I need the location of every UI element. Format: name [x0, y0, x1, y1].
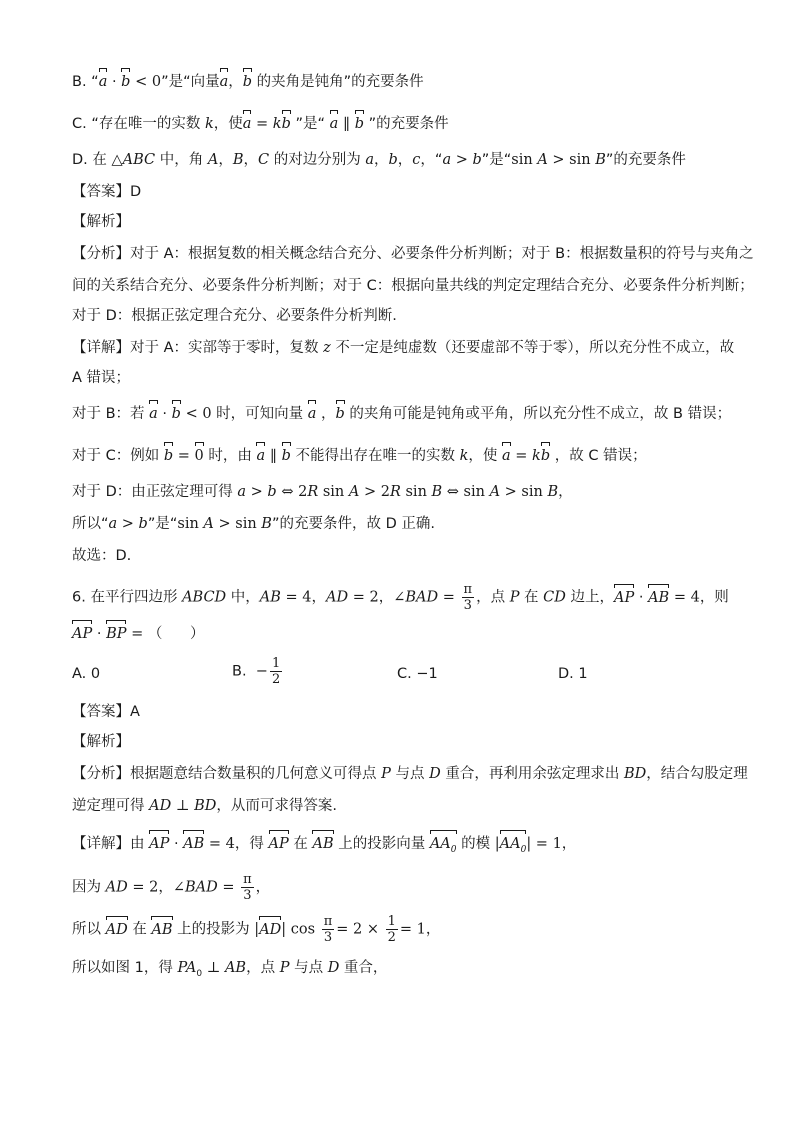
- figure-conclusion: 所以如图 1，得 $PA_0$ ⊥ AB，点 P 与点 D 重合，: [72, 960, 388, 979]
- detail-b: 对于 B：若 a · b < 0 时，可知向量 a ，b 的夹角可能是钝角或平角，所以充分性不成立，故 B 错误；: [72, 406, 732, 422]
- detail-text-2a: 【详解】由 AP · AB = 4，得 AP 在 AB 上的投影向量 $AA_0$ 的模 $|AA_0| = 1$，: [72, 834, 734, 860]
- analysis-text-1a: 【分析】对于 A：根据复数的相关概念结合充分、必要条件分析判断；对于 B：根据数量积的符号与夹角之: [72, 246, 754, 262]
- question-6-line-1: 6. 在平行四边形 ABCD 中，AB = 4，AD = 2，∠BAD = $\frac{\pi}{3}$ ，点 P 在 CD 边上，AP · AB = 4，则: [72, 582, 729, 613]
- analysis-text-2a: 【分析】根据题意结合数量积的几何意义可得点 P 与点 D 重合，再利用余弦定理求出 BD，结合勾股定理: [72, 766, 748, 782]
- detail-text-1b: A 错误；: [72, 370, 131, 386]
- analysis-text-1b: 间的关系结合充分、必要条件分析判断；对于 C：根据向量共线的判定定理结合充分、必要条件分析判断；: [72, 278, 754, 294]
- detail-d: 对于 D：由正弦定理可得 a > b ⇔ 2R sin A > 2R sin B ⇔ sin A > sin B，: [72, 484, 573, 500]
- detail-c: 对于 C：例如 b = 0 时，由 a ∥ b 不能得出存在唯一的实数 k，使 a = kb ，故 C 错误；: [72, 448, 647, 464]
- choose-1: 故选：D.: [72, 548, 132, 564]
- option-d: D. 在 △ABC 中，角 A，B，C 的对边分别为 a，b，c，“a > b”是“sin A > sin B”的充要条件: [72, 152, 686, 168]
- analysis-label-2: 【解析】: [72, 734, 130, 750]
- choice-a: A. 0: [72, 666, 101, 682]
- analysis-text-2b: 逆定理可得 AD ⊥ BD，从而可求得答案.: [72, 798, 337, 814]
- choice-b: B. − $\frac{1}{2}$: [232, 656, 281, 687]
- analysis-label-1: 【解析】: [72, 214, 130, 230]
- option-c: C. “存在唯一的实数 k，使a = kb ”是“ a ∥ b ”的充要条件: [72, 116, 449, 132]
- conclusion-1: 所以“a > b”是“sin A > sin B”的充要条件，故 D 正确.: [72, 516, 435, 532]
- choice-d: D. 1: [558, 666, 588, 682]
- answer-label-1: 【答案】D: [72, 184, 142, 200]
- option-b: B. “a · b < 0”是“向量a，b 的夹角是钝角”的充要条件: [72, 74, 424, 90]
- answer-label-2: 【答案】A: [72, 704, 140, 720]
- analysis-text-1c: 对于 D：根据正弦定理合充分、必要条件分析判断.: [72, 308, 397, 324]
- question-6-line-2: AP · BP = （ ）: [72, 626, 205, 642]
- projection-line: 所以 AD 在 AB 上的投影为 |AD| cos $\frac{\pi}{3}$ = 2 × $\frac{1}{2}$ = 1，: [72, 914, 441, 945]
- choice-c: C. −1: [397, 666, 438, 682]
- detail-text-1a: 【详解】对于 A：实部等于零时，复数 z 不一定是纯虚数（还要虚部不等于零），所以充分性不成立，故: [72, 340, 735, 356]
- because-line: 因为 AD = 2，∠BAD = $\frac{\pi}{3}$ ，: [72, 872, 271, 903]
